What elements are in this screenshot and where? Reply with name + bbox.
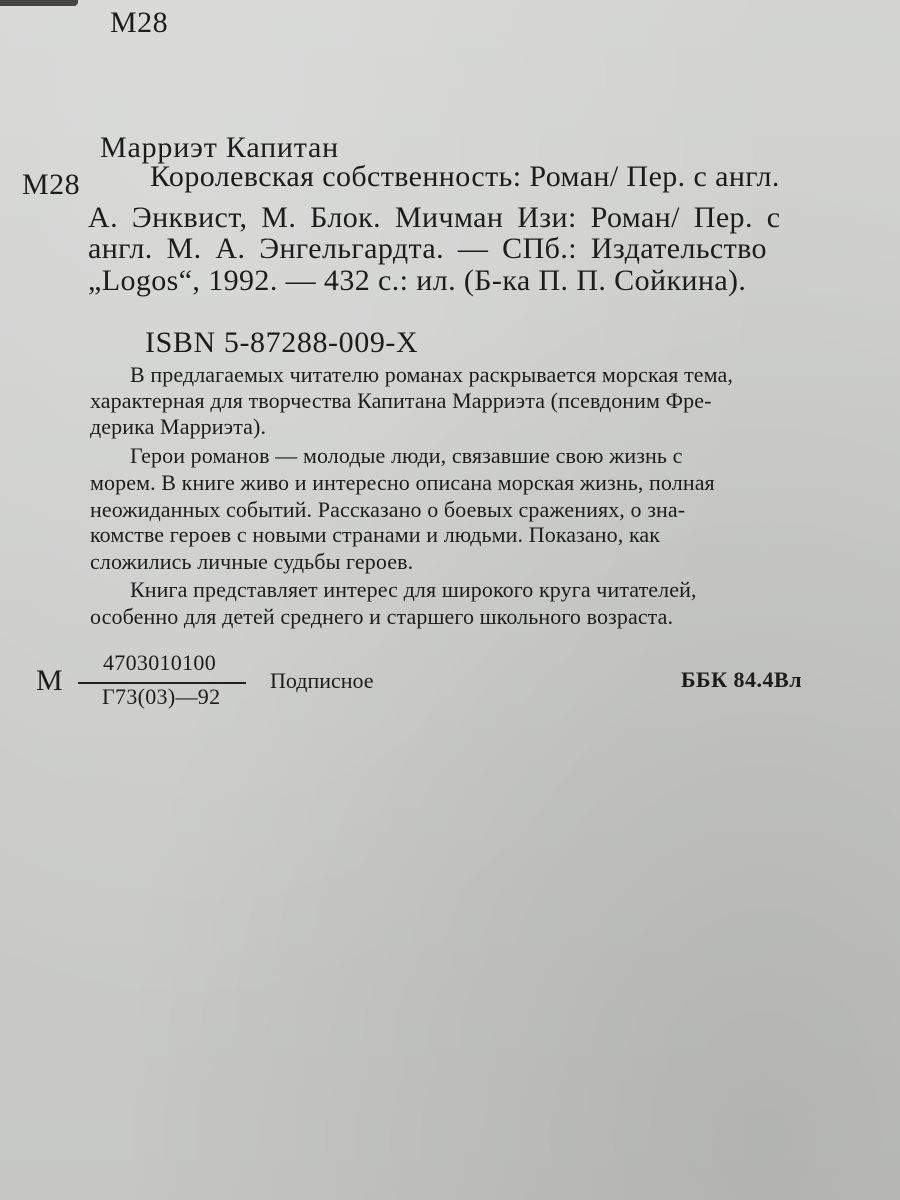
price-index-letter: М <box>36 664 63 697</box>
annotation-line: особенно для детей среднего и старшего школьного возраста. <box>90 604 674 629</box>
isbn-number: ISBN 5-87288-009-X <box>145 326 419 359</box>
bibliographic-line: „Logos“, 1992. — 432 с.: ил. (Б-ка П. П. Сойкина). <box>88 264 747 297</box>
annotation-line: комстве героев с новыми странами и людьми. Показано, как <box>90 522 661 547</box>
annotation-line: характерная для творчества Капитана Марриэта (псевдоним Фре- <box>90 388 712 413</box>
index-denominator: Г73(03)—92 <box>102 684 221 709</box>
annotation-line: В предлагаемых читателю романах раскрывается морская тема, <box>130 362 734 387</box>
annotation-line: дерика Марриэта). <box>90 414 267 439</box>
bibliographic-line: англ. М. А. Энгельгардта. — СПб.: Издательство <box>88 232 767 265</box>
top-classification-code: М28 <box>110 6 169 39</box>
page-corner-mark <box>0 0 78 6</box>
index-numerator: 4703010100 <box>103 650 216 675</box>
annotation-line: сложились личные судьбы героев. <box>90 549 414 574</box>
annotation-line: морем. В книге живо и интересно описана морская жизнь, полная <box>90 470 715 495</box>
author-mark-code: М28 <box>22 168 81 201</box>
annotation-line: Герои романов — молодые люди, связавшие свою жизнь с <box>130 443 683 468</box>
bibliographic-line: Королевская собственность: Роман/ Пер. с англ. <box>150 160 780 193</box>
annotation-line: Книга представляет интерес для широкого круга читателей, <box>130 577 697 602</box>
author-heading: Марриэт Капитан <box>100 131 340 164</box>
annotation-line: неожиданных событий. Рассказано о боевых сражениях, о зна- <box>90 497 686 522</box>
bbk-classification: ББК 84.4Вл <box>681 667 803 692</box>
subscription-label: Подписное <box>270 668 374 693</box>
bibliographic-line: А. Энквист, М. Блок. Мичман Изи: Роман/ Пер. с <box>88 201 781 234</box>
